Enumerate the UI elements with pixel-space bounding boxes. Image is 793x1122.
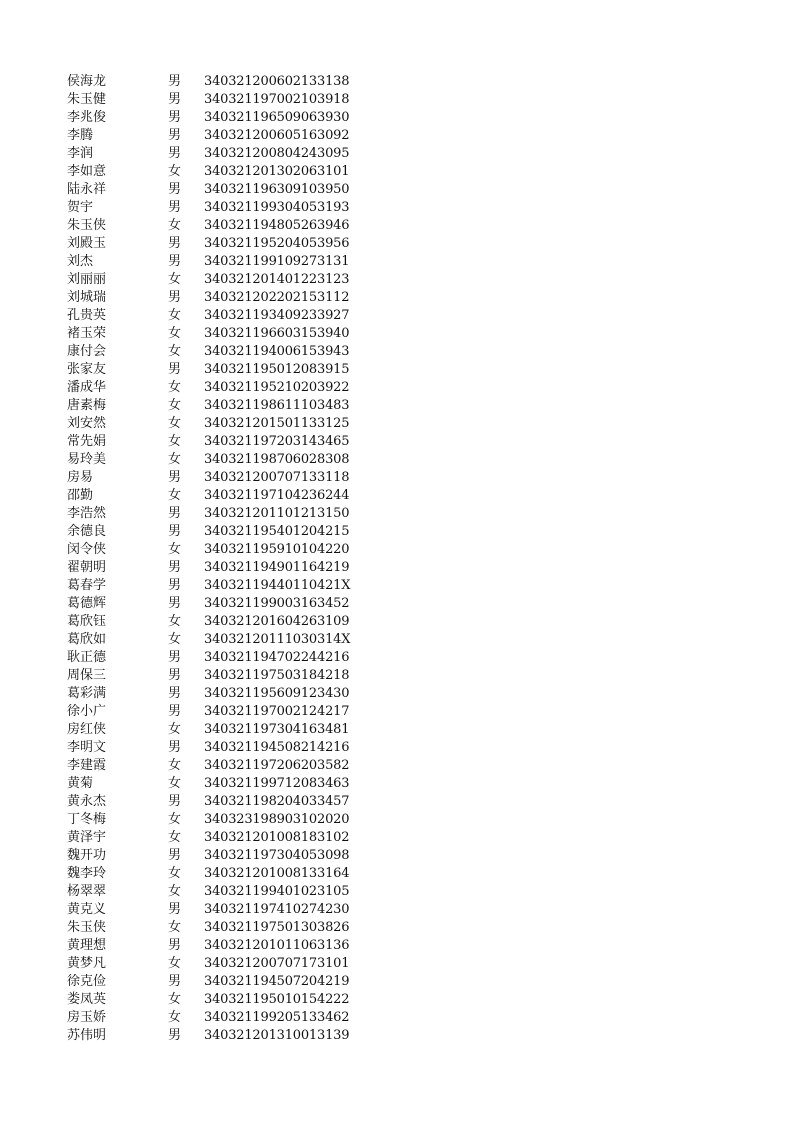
- id-number-cell: 340321201401223123: [204, 272, 350, 287]
- id-number-cell: 340321202202153112: [204, 290, 350, 305]
- table-row: [67, 775, 387, 793]
- id-number-cell: 340321201011063136: [204, 938, 350, 953]
- gender-cell: 男: [168, 92, 182, 107]
- gender-cell: 女: [168, 812, 182, 827]
- gender-cell: 女: [168, 542, 182, 557]
- table-row: [67, 271, 387, 289]
- name-cell: 李腾: [67, 128, 94, 143]
- table-row: [67, 415, 387, 433]
- name-cell: 李建霞: [67, 758, 107, 773]
- name-cell: 李兆俊: [67, 110, 107, 125]
- id-number-cell: 340323198903102020: [204, 812, 350, 827]
- gender-cell: 女: [168, 830, 182, 845]
- id-number-cell: 340321199304053193: [204, 200, 350, 215]
- id-number-cell: 340321201101213150: [204, 506, 350, 521]
- gender-cell: 男: [168, 254, 182, 269]
- name-cell: 李润: [67, 146, 94, 161]
- table-row: [67, 829, 387, 847]
- name-cell: 易玲美: [67, 452, 107, 467]
- id-number-cell: 340321201008133164: [204, 866, 350, 881]
- gender-cell: 男: [168, 182, 182, 197]
- table-row: [67, 433, 387, 451]
- id-number-cell: 340321193409233927: [204, 308, 350, 323]
- name-cell: 陆永祥: [67, 182, 107, 197]
- id-number-cell: 340321200602133138: [204, 74, 350, 89]
- id-number-cell: 340321194507204219: [204, 974, 350, 989]
- name-cell: 孔贵英: [67, 308, 107, 323]
- id-number-cell: 340321197104236244: [204, 488, 350, 503]
- table-row: [67, 739, 387, 757]
- name-cell: 朱玉健: [67, 92, 107, 107]
- table-row: [67, 991, 387, 1009]
- table-row: [67, 631, 387, 649]
- id-number-cell: 340321201604263109: [204, 614, 350, 629]
- name-cell: 黄泽宇: [67, 830, 107, 845]
- table-row: [67, 307, 387, 325]
- id-number-cell: 340321201302063101: [204, 164, 350, 179]
- gender-cell: 女: [168, 884, 182, 899]
- table-row: [67, 379, 387, 397]
- gender-cell: 女: [168, 758, 182, 773]
- name-cell: 刘安然: [67, 416, 107, 431]
- table-row: [67, 685, 387, 703]
- name-cell: 余德良: [67, 524, 107, 539]
- table-row: [67, 541, 387, 559]
- name-cell: 周保三: [67, 668, 107, 683]
- table-row: [67, 487, 387, 505]
- name-cell: 徐克俭: [67, 974, 107, 989]
- name-cell: 葛彩满: [67, 686, 107, 701]
- table-row: [67, 865, 387, 883]
- id-number-cell: 340321199205133462: [204, 1010, 350, 1025]
- table-row: [67, 649, 387, 667]
- gender-cell: 男: [168, 974, 182, 989]
- name-cell: 杨翠翠: [67, 884, 107, 899]
- table-row: [67, 901, 387, 919]
- gender-cell: 男: [168, 938, 182, 953]
- id-number-cell: 340321201310013139: [204, 1028, 350, 1043]
- name-cell: 苏伟明: [67, 1028, 107, 1043]
- name-cell: 闵令侠: [67, 542, 107, 557]
- gender-cell: 女: [168, 992, 182, 1007]
- table-row: [67, 973, 387, 991]
- gender-cell: 男: [168, 290, 182, 305]
- name-cell: 康付会: [67, 344, 107, 359]
- table-row: [67, 613, 387, 631]
- table-row: [67, 91, 387, 109]
- gender-cell: 女: [168, 326, 182, 341]
- gender-cell: 男: [168, 236, 182, 251]
- gender-cell: 女: [168, 398, 182, 413]
- name-cell: 常先娟: [67, 434, 107, 449]
- id-number-cell: 340321200707173101: [204, 956, 350, 971]
- name-cell: 娄凤英: [67, 992, 107, 1007]
- name-cell: 朱玉侠: [67, 218, 107, 233]
- table-row: [67, 847, 387, 865]
- table-row: [67, 73, 387, 91]
- gender-cell: 女: [168, 164, 182, 179]
- id-number-cell: 340321198611103483: [204, 398, 350, 413]
- name-cell: 翟朝明: [67, 560, 107, 575]
- gender-cell: 女: [168, 488, 182, 503]
- table-row: [67, 145, 387, 163]
- gender-cell: 男: [168, 668, 182, 683]
- gender-cell: 男: [168, 362, 182, 377]
- id-number-cell: 340321195010154222: [204, 992, 350, 1007]
- gender-cell: 男: [168, 110, 182, 125]
- table-row: [67, 199, 387, 217]
- name-cell: 黄梦凡: [67, 956, 107, 971]
- name-cell: 李浩然: [67, 506, 107, 521]
- id-number-cell: 34032119440110421X: [204, 578, 351, 593]
- gender-cell: 男: [168, 686, 182, 701]
- id-number-cell: 340321197501303826: [204, 920, 350, 935]
- name-cell: 贺宇: [67, 200, 94, 215]
- table-row: [67, 505, 387, 523]
- name-cell: 葛欣钰: [67, 614, 107, 629]
- name-cell: 魏开功: [67, 848, 107, 863]
- table-row: [67, 559, 387, 577]
- gender-cell: 女: [168, 452, 182, 467]
- gender-cell: 男: [168, 740, 182, 755]
- table-row: [67, 703, 387, 721]
- name-cell: 黄理想: [67, 938, 107, 953]
- table-row: [67, 469, 387, 487]
- id-number-cell: 340321198706028308: [204, 452, 350, 467]
- id-number-cell: 340321197304163481: [204, 722, 350, 737]
- table-row: [67, 253, 387, 271]
- name-cell: 朱玉侠: [67, 920, 107, 935]
- name-cell: 李明文: [67, 740, 107, 755]
- gender-cell: 女: [168, 218, 182, 233]
- name-cell: 刘杰: [67, 254, 94, 269]
- id-number-cell: 340321200707133118: [204, 470, 350, 485]
- table-row: [67, 109, 387, 127]
- gender-cell: 女: [168, 866, 182, 881]
- gender-cell: 男: [168, 506, 182, 521]
- name-cell: 刘城瑞: [67, 290, 107, 305]
- id-number-cell: 340321195012083915: [204, 362, 350, 377]
- id-number-cell: 340321199003163452: [204, 596, 350, 611]
- name-cell: 房易: [67, 470, 94, 485]
- gender-cell: 男: [168, 578, 182, 593]
- table-row: [67, 937, 387, 955]
- id-number-cell: 340321201008183102: [204, 830, 350, 845]
- id-number-cell: 340321197203143465: [204, 434, 350, 449]
- gender-cell: 男: [168, 200, 182, 215]
- id-number-cell: 340321199401023105: [204, 884, 350, 899]
- table-row: [67, 361, 387, 379]
- name-cell: 侯海龙: [67, 74, 107, 89]
- table-row: [67, 217, 387, 235]
- id-number-cell: 34032120111030314X: [204, 632, 351, 647]
- table-row: [67, 397, 387, 415]
- id-number-cell: 340321199712083463: [204, 776, 350, 791]
- id-number-cell: 340321196509063930: [204, 110, 350, 125]
- table-row: [67, 451, 387, 469]
- name-cell: 邵勤: [67, 488, 94, 503]
- name-cell: 房玉娇: [67, 1010, 107, 1025]
- table-row: [67, 757, 387, 775]
- name-cell: 黄克义: [67, 902, 107, 917]
- table-row: [67, 883, 387, 901]
- name-cell: 潘成华: [67, 380, 107, 395]
- gender-cell: 男: [168, 560, 182, 575]
- gender-cell: 女: [168, 416, 182, 431]
- gender-cell: 男: [168, 146, 182, 161]
- table-row: [67, 235, 387, 253]
- name-cell: 唐素梅: [67, 398, 107, 413]
- table-row: [67, 793, 387, 811]
- id-number-cell: 340321194805263946: [204, 218, 350, 233]
- gender-cell: 女: [168, 1010, 182, 1025]
- name-cell: 房红侠: [67, 722, 107, 737]
- id-number-cell: 340321197304053098: [204, 848, 350, 863]
- name-cell: 徐小广: [67, 704, 107, 719]
- name-cell: 葛春学: [67, 578, 107, 593]
- gender-cell: 男: [168, 524, 182, 539]
- gender-cell: 女: [168, 308, 182, 323]
- id-number-cell: 340321198204033457: [204, 794, 350, 809]
- table-row: [67, 667, 387, 685]
- gender-cell: 女: [168, 956, 182, 971]
- name-cell: 褚玉荣: [67, 326, 107, 341]
- table-row: [67, 523, 387, 541]
- table-row: [67, 577, 387, 595]
- table-row: [67, 919, 387, 937]
- gender-cell: 男: [168, 794, 182, 809]
- gender-cell: 女: [168, 344, 182, 359]
- table-row: [67, 181, 387, 199]
- name-cell: 李如意: [67, 164, 107, 179]
- table-row: [67, 343, 387, 361]
- table-row: [67, 721, 387, 739]
- id-number-cell: 340321194006153943: [204, 344, 350, 359]
- gender-cell: 女: [168, 434, 182, 449]
- gender-cell: 女: [168, 632, 182, 647]
- gender-cell: 男: [168, 128, 182, 143]
- gender-cell: 男: [168, 596, 182, 611]
- id-number-cell: 340321201501133125: [204, 416, 350, 431]
- table-row: [67, 1009, 387, 1027]
- gender-cell: 女: [168, 920, 182, 935]
- table-row: [67, 955, 387, 973]
- id-number-cell: 340321195401204215: [204, 524, 350, 539]
- id-number-cell: 340321195910104220: [204, 542, 350, 557]
- gender-cell: 男: [168, 470, 182, 485]
- gender-cell: 男: [168, 1028, 182, 1043]
- gender-cell: 男: [168, 704, 182, 719]
- gender-cell: 男: [168, 74, 182, 89]
- id-number-cell: 340321200804243095: [204, 146, 350, 161]
- name-cell: 魏李玲: [67, 866, 107, 881]
- name-cell: 刘殿玉: [67, 236, 107, 251]
- name-cell: 刘丽丽: [67, 272, 107, 287]
- name-cell: 葛德辉: [67, 596, 107, 611]
- gender-cell: 男: [168, 902, 182, 917]
- name-cell: 耿正德: [67, 650, 107, 665]
- gender-cell: 男: [168, 848, 182, 863]
- id-number-cell: 340321197002103918: [204, 92, 350, 107]
- table-row: [67, 325, 387, 343]
- name-cell: 张家友: [67, 362, 107, 377]
- id-number-cell: 340321196309103950: [204, 182, 350, 197]
- table-row: [67, 127, 387, 145]
- id-number-cell: 340321196603153940: [204, 326, 350, 341]
- id-number-cell: 340321197503184218: [204, 668, 350, 683]
- gender-cell: 男: [168, 650, 182, 665]
- gender-cell: 女: [168, 614, 182, 629]
- id-number-cell: 340321195204053956: [204, 236, 350, 251]
- id-number-cell: 340321195609123430: [204, 686, 350, 701]
- gender-cell: 女: [168, 380, 182, 395]
- id-number-cell: 340321194508214216: [204, 740, 350, 755]
- name-cell: 葛欣如: [67, 632, 107, 647]
- table-row: [67, 1027, 387, 1045]
- id-number-cell: 340321197002124217: [204, 704, 350, 719]
- id-number-cell: 340321197410274230: [204, 902, 350, 917]
- id-number-cell: 340321195210203922: [204, 380, 350, 395]
- id-number-cell: 340321194901164219: [204, 560, 350, 575]
- gender-cell: 女: [168, 722, 182, 737]
- name-cell: 黄菊: [67, 776, 94, 791]
- id-number-cell: 340321199109273131: [204, 254, 350, 269]
- name-cell: 丁冬梅: [67, 812, 107, 827]
- table-row: [67, 595, 387, 613]
- gender-cell: 女: [168, 272, 182, 287]
- id-number-cell: 340321197206203582: [204, 758, 350, 773]
- table-row: [67, 163, 387, 181]
- table-row: [67, 811, 387, 829]
- roster-table: [67, 73, 387, 1045]
- id-number-cell: 340321194702244216: [204, 650, 350, 665]
- gender-cell: 女: [168, 776, 182, 791]
- id-number-cell: 340321200605163092: [204, 128, 350, 143]
- name-cell: 黄永杰: [67, 794, 107, 809]
- table-row: [67, 289, 387, 307]
